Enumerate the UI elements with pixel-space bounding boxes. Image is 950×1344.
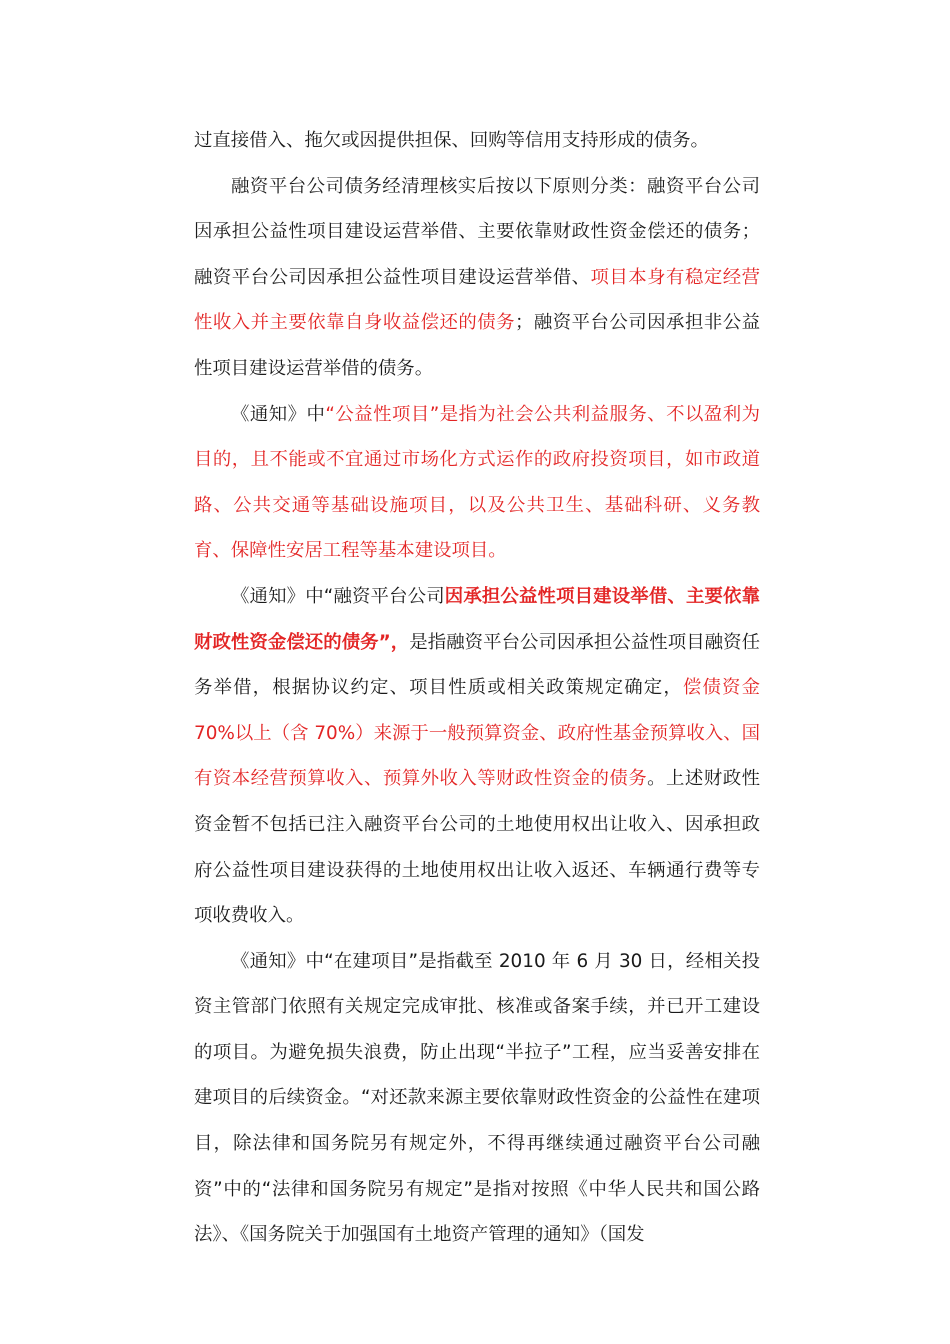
- paragraph-text: ；融资平台公司因承担非公益性项目建设运营举借的债务。: [194, 312, 760, 379]
- paragraph-in-construction-definition: [194, 939, 760, 1258]
- paragraph-continuation: [194, 118, 760, 164]
- paragraph-text: 《通知》中“在建项目”是指截至 2010 年 6 月 30 日，经相关投资主管部门依照有关规定完成审批、核准或备案手续，并已开工建设的项目。为避免损失浪费，防止出现“半拉子”工程，应当妥善安排在建项目的后续资金。“对还款来源主要依靠财政性资金的公益性在建项目，除法律和国务院另有规定外，不得再继续通过融资平台公司融资”中的“法律和国务院另有规定”是指对按照《中华人民共和国公路法》、《国务院关于加强国有土地资产管理的通知》（国发: [194, 950, 760, 1246]
- paragraph-text: 。上述财政性资金暂不包括已注入融资平台公司的土地使用权出让收入、因承担政府公益性项目建设获得的土地使用权出让收入返还、车辆通行费等专项收费收入。: [194, 768, 760, 927]
- paragraph-text: 《通知》中“融资平台公司: [231, 585, 445, 607]
- paragraph-public-welfare-definition: [194, 392, 760, 574]
- highlighted-text: 项目本身有稳定经营性收入并主要依靠自身收益偿还的债务: [194, 266, 760, 334]
- paragraph-fiscal-debt-definition: [194, 574, 760, 939]
- highlighted-bold-text: 因承担公益性项目建设举借、主要依靠财政性资金偿还的债务”，: [194, 585, 760, 653]
- paragraph-debt-classification: [194, 164, 760, 392]
- highlighted-text: 偿债资金 70%以上（含 70%）来源于一般预算资金、政府性基金预算收入、国有资本经营预算收入、预算外收入等财政性资金的债务: [194, 677, 760, 790]
- paragraph-text: 是指融资平台公司因承担公益性项目融资任务举借，根据协议约定、项目性质或相关政策规定确定，: [194, 631, 760, 699]
- paragraph-text: 《通知》中: [231, 403, 326, 425]
- document-page: [194, 118, 760, 1258]
- paragraph-text: 融资平台公司债务经清理核实后按以下原则分类：融资平台公司因承担公益性项目建设运营举借、主要依靠财政性资金偿还的债务；融资平台公司因承担公益性项目建设运营举借、: [194, 175, 760, 288]
- paragraph-text: 过直接借入、拖欠或因提供担保、回购等信用支持形成的债务。: [194, 130, 709, 151]
- highlighted-text: “公益性项目”是指为社会公共利益服务、不以盈利为目的，且不能或不宜通过市场化方式运作的政府投资项目，如市政道路、公共交通等基础设施项目，以及公共卫生、基础科研、义务教育、保障性安居工程等基本建设项目。: [194, 403, 760, 562]
